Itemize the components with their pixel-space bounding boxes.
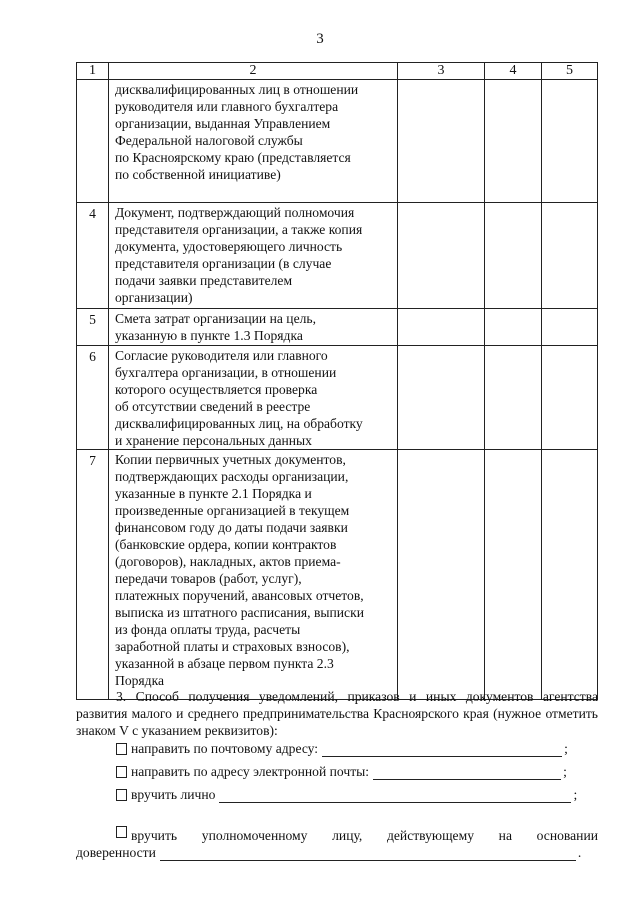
option-end: ; — [564, 741, 568, 756]
table-cell — [398, 203, 485, 309]
option4-word: на — [498, 828, 512, 843]
option-end: ; — [573, 787, 578, 802]
table-cell — [485, 346, 542, 450]
table-row — [77, 346, 598, 450]
table-cell — [398, 346, 485, 450]
table-row — [77, 80, 598, 203]
option4-word: основании — [536, 828, 598, 843]
option-label: направить по почтовому адресу: — [131, 741, 319, 756]
table-row — [77, 203, 598, 309]
row-number — [77, 80, 108, 82]
section-3-paragraph: 3. Способ получения уведомлений, приказов и иных документов агентства развития малого и среднего предпринимательства Красноярского края (нужное отметить знаком V с указанием реквизитов): — [76, 689, 598, 738]
table-cell — [485, 309, 542, 346]
row-description: Согласие руководителя или главного бухгалтера организации, в отношении которого осуществляется проверка об отсутствии сведений в реестре дисквалифицированных лиц, на обработку и хранение персональных данных — [115, 348, 363, 448]
header-col-4: 4 — [485, 63, 542, 80]
option4-word: вручить — [131, 828, 178, 843]
table-cell — [542, 203, 598, 309]
table-cell — [542, 80, 598, 203]
table-cell — [398, 309, 485, 346]
delivery-option-proxy — [76, 827, 598, 861]
row-number: 6 — [89, 349, 96, 364]
documents-table — [76, 62, 598, 700]
checkbox-email[interactable] — [116, 766, 127, 778]
row-number: 4 — [89, 206, 96, 221]
row-number: 7 — [89, 453, 96, 468]
option4-word: уполномоченному — [201, 828, 308, 843]
row-description: Документ, подтверждающий полномочия представителя организации, а также копия документа, удостоверяющего личность представителя организации (в случае подачи заявки представителем организации) — [115, 205, 363, 305]
postal-address-field[interactable] — [322, 743, 562, 757]
option-end: ; — [563, 764, 567, 779]
row-number: 5 — [89, 312, 96, 327]
table-cell — [542, 450, 598, 700]
proxy-field[interactable] — [160, 847, 576, 861]
table-header-row — [77, 63, 598, 80]
header-col-3: 3 — [398, 63, 485, 80]
option-label: вручить лично — [131, 787, 216, 802]
table-cell — [398, 450, 485, 700]
option4-word: лицу, — [332, 828, 363, 843]
checkbox-post[interactable] — [116, 743, 127, 755]
header-col-2: 2 — [109, 63, 398, 80]
option4-word: действующему — [386, 828, 474, 843]
delivery-option-post — [76, 740, 598, 757]
option-label: направить по адресу электронной почты: — [131, 764, 370, 779]
row-description: Смета затрат организации на цель, указанную в пункте 1.3 Порядка — [115, 311, 316, 343]
page-number: 3 — [316, 31, 324, 47]
delivery-option-in-person — [76, 786, 598, 803]
row-description: дисквалифицированных лиц в отношении руководителя или главного бухгалтера организации, выданная Управлением Федеральной налоговой службы по Красноярскому краю (представляется по собственной инициативе) — [115, 82, 359, 182]
table-cell — [398, 80, 485, 203]
table-row — [77, 450, 598, 700]
option4-continuation: доверенности — [76, 845, 156, 860]
checkbox-proxy[interactable] — [116, 826, 127, 838]
table-cell — [542, 309, 598, 346]
in-person-field[interactable] — [219, 789, 571, 803]
table-cell — [542, 346, 598, 450]
option-end: . — [577, 845, 582, 860]
table-cell — [485, 203, 542, 309]
email-address-field[interactable] — [373, 766, 561, 780]
row-description: Копии первичных учетных документов, подтверждающих расходы организации, указанные в пункте 2.1 Порядка и произведенные организацией в текущем финансовом году до даты подачи заявки (банковские ордера, копии контрактов (договоров), накладных, актов приема- передачи товаров (работ, услуг), платежных поручений, авансовых отчетов, выписка из штатного расписания, выписки из фонда оплаты труда, расчеты заработной платы и страховых взносов), указанной в абзаце первом пункта 2.3 Порядка — [115, 452, 364, 688]
header-col-1: 1 — [77, 63, 109, 80]
table-cell — [485, 450, 542, 700]
delivery-option-email — [76, 763, 598, 780]
header-col-5: 5 — [542, 63, 598, 80]
table-row — [77, 309, 598, 346]
checkbox-in-person[interactable] — [116, 789, 127, 801]
table-cell — [485, 80, 542, 203]
